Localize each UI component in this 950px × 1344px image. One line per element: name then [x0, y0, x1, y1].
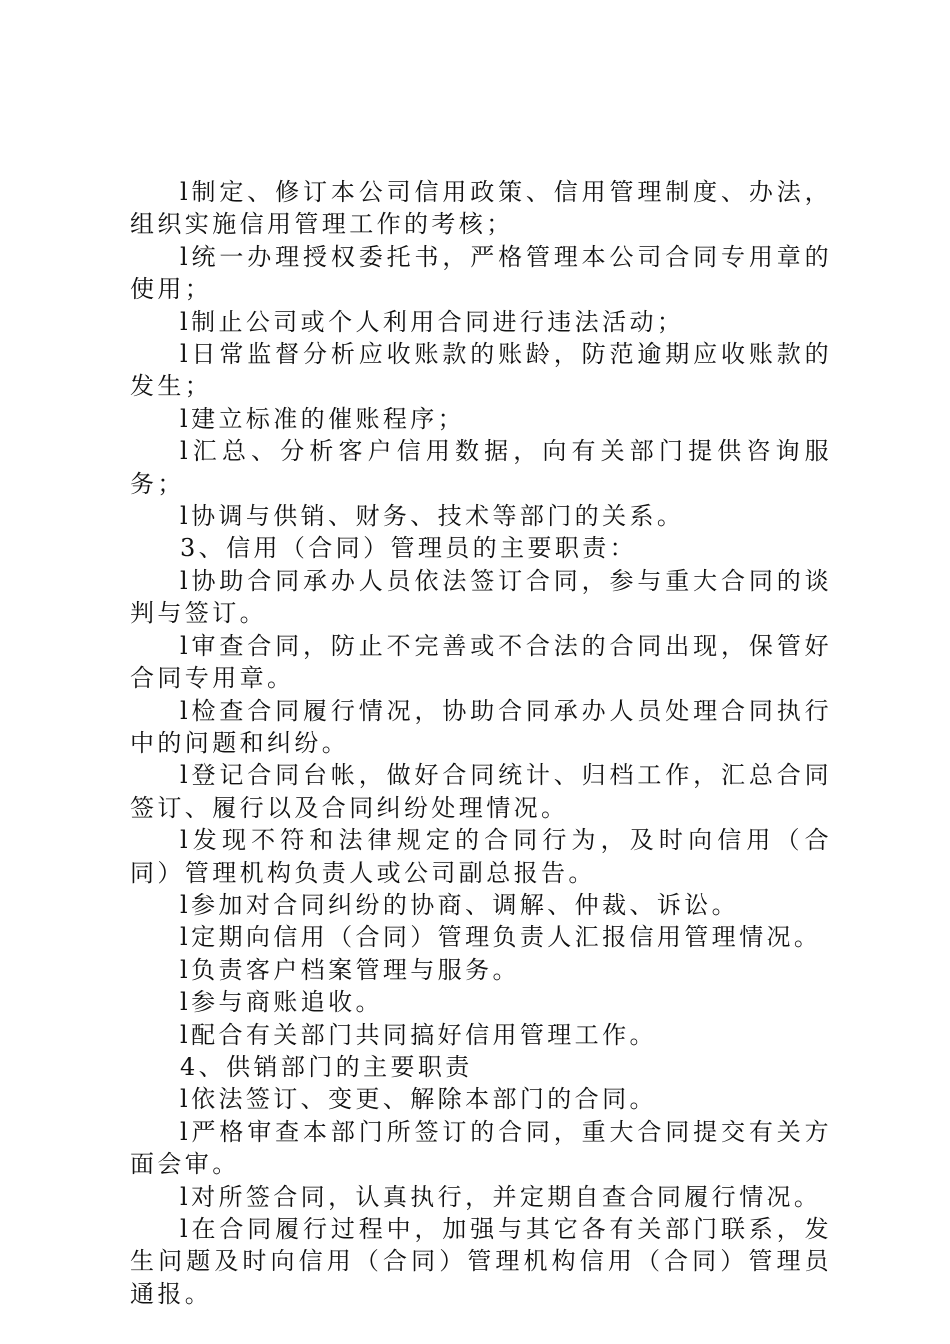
paragraph: l在合同履行过程中，加强与其它各有关部门联系，发生问题及时向信用（合同）管理机构信用（合同）管理员通报。 [130, 1215, 832, 1308]
paragraph: l协助合同承办人员依法签订合同，参与重大合同的谈判与签订。 [130, 566, 832, 628]
paragraph: l参加对合同纠纷的协商、调解、仲裁、诉讼。 [180, 890, 740, 919]
paragraph: l协调与供销、财务、技术等部门的关系。 [180, 502, 685, 531]
paragraph: l严格审查本部门所签订的合同，重大合同提交有关方面会审。 [130, 1117, 832, 1179]
paragraph: l定期向信用（合同）管理负责人汇报信用管理情况。 [180, 923, 822, 952]
paragraph: l检查合同履行情况，协助合同承办人员处理合同执行中的问题和纠纷。 [130, 696, 832, 757]
paragraph: l配合有关部门共同搞好信用管理工作。 [180, 1020, 657, 1049]
section-heading: 4、供销部门的主要职责 [180, 1052, 473, 1081]
section-heading: 3、信用（合同）管理员的主要职责： [180, 534, 638, 563]
paragraph: l审查合同，防止不完善或不合法的合同出现，保管好合同专用章。 [130, 631, 832, 693]
document-body [130, 176, 832, 1310]
paragraph: l统一办理授权委托书，严格管理本公司合同专用章的使用； [130, 242, 832, 304]
paragraph: l对所签合同，认真执行，并定期自查合同履行情况。 [180, 1182, 822, 1211]
paragraph: l发现不符和法律规定的合同行为，及时向信用（合同）管理机构负责人或公司副总报告。 [130, 826, 832, 887]
paragraph: l制定、修订本公司信用政策、信用管理制度、办法，组织实施信用管理工作的考核； [130, 178, 832, 239]
paragraph: l依法签订、变更、解除本部门的合同。 [180, 1085, 657, 1114]
paragraph: l登记合同台帐，做好合同统计、归档工作，汇总合同签订、履行以及合同纠纷处理情况。 [130, 761, 832, 822]
paragraph: l建立标准的催账程序； [180, 404, 466, 433]
paragraph: l汇总、分析客户信用数据，向有关部门提供咨询服务； [130, 437, 832, 498]
paragraph: l日常监督分析应收账款的账龄，防范逾期应收账款的发生； [130, 340, 832, 401]
paragraph: l负责客户档案管理与服务。 [180, 955, 520, 984]
paragraph: l制止公司或个人利用合同进行违法活动； [180, 307, 685, 336]
paragraph: l参与商账追收。 [180, 988, 383, 1017]
